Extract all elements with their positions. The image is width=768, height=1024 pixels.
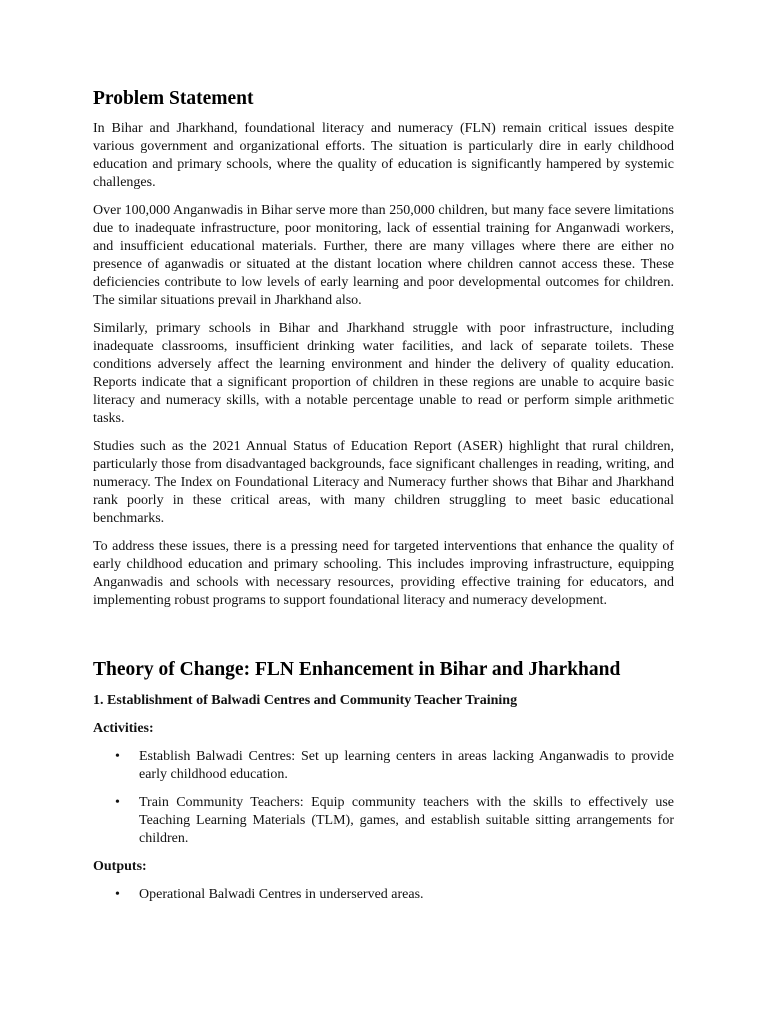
outputs-label: Outputs: xyxy=(93,859,147,874)
list-item xyxy=(115,794,674,848)
bullet-icon: • xyxy=(115,795,120,810)
section-1-title: 1. Establishment of Balwadi Centres and Community Teacher Training xyxy=(93,693,518,708)
problem-statement-heading: Problem Statement xyxy=(93,88,254,109)
activities-list xyxy=(93,748,674,848)
activities-label: Activities: xyxy=(93,721,154,736)
problem-paragraph-5: To address these issues, there is a pressing need for targeted interventions that enhance the quality of early childhood education and primary schooling. This includes improving infrastructure, equipping Anganwadis and schools with necessary resources, providing effective training for educators, and implementing robust programs to support foundational literacy and numeracy development. xyxy=(93,539,674,608)
outputs-list xyxy=(93,886,674,904)
document-page xyxy=(93,86,674,914)
problem-paragraph-1: In Bihar and Jharkhand, foundational literacy and numeracy (FLN) remain critical issues despite various government and organizational efforts. The situation is particularly dire in early childhood education and primary schools, where the quality of education is significantly hampered by systemic challenges. xyxy=(93,121,674,190)
problem-paragraph-3: Similarly, primary schools in Bihar and Jharkhand struggle with poor infrastructure, including inadequate classrooms, insufficient drinking water facilities, and lack of separate toilets. These conditions adversely affect the learning environment and hinder the delivery of quality education. Reports indicate that a significant proportion of children in these regions are unable to acquire basic literacy and numeracy skills, with a notable percentage unable to read or perform simple arithmetic tasks. xyxy=(93,321,674,426)
theory-of-change-heading: Theory of Change: FLN Enhancement in Bihar and Jharkhand xyxy=(93,659,621,680)
bullet-icon: • xyxy=(115,749,120,764)
problem-paragraph-4: Studies such as the 2021 Annual Status of Education Report (ASER) highlight that rural children, particularly those from disadvantaged backgrounds, face significant challenges in reading, writing, and numeracy. The Index on Foundational Literacy and Numeracy further shows that Bihar and Jharkhand rank poorly in these critical areas, with many children struggling to meet basic educational benchmarks. xyxy=(93,439,674,526)
output-text: Operational Balwadi Centres in underserved areas. xyxy=(139,887,424,902)
bullet-icon: • xyxy=(115,887,120,902)
activity-text: Train Community Teachers: Equip community teachers with the skills to effectively use Teaching Learning Materials (TLM), games, and establish suitable sitting arrangements for children. xyxy=(139,795,674,846)
problem-paragraph-2: Over 100,000 Anganwadis in Bihar serve more than 250,000 children, but many face severe limitations due to inadequate infrastructure, poor monitoring, lack of essential training for Anganwadi workers, and insufficient educational materials. Further, there are many villages where there are either no presence of aganwadis or situated at the distant location where children cannot access these. These deficiencies contribute to low levels of early learning and poor developmental outcomes for children. The similar situations prevail in Jharkhand also. xyxy=(93,203,674,308)
activity-text: Establish Balwadi Centres: Set up learning centers in areas lacking Anganwadis to provide early childhood education. xyxy=(139,749,674,782)
list-item xyxy=(115,748,674,784)
list-item xyxy=(115,886,674,904)
